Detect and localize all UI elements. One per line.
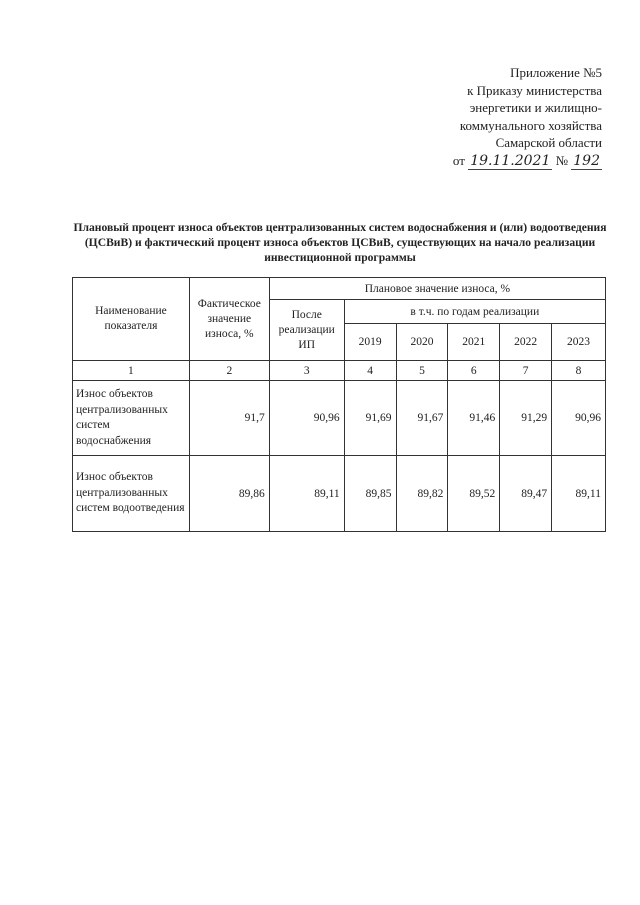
year-value: 91,69 bbox=[344, 381, 396, 456]
year-value: 90,96 bbox=[552, 381, 606, 456]
index-row bbox=[73, 361, 606, 381]
index-cell: 7 bbox=[500, 361, 552, 381]
handwritten-date: 19.11.2021 bbox=[470, 152, 551, 169]
index-cell: 3 bbox=[269, 361, 344, 381]
year-value: 89,11 bbox=[552, 456, 606, 532]
appendix-line: коммунального хозяйства bbox=[459, 117, 602, 133]
document-title: Плановый процент износа объектов централизованных систем водоснабжения и (или) водоотведения (ЦСВиВ) и фактический процент износа объектов ЦСВиВ, существующих на начало реализации инвестиционной программы bbox=[73, 221, 607, 264]
after-value: 90,96 bbox=[269, 381, 344, 456]
table-row bbox=[73, 456, 606, 532]
index-cell: 4 bbox=[344, 361, 396, 381]
year-value: 89,85 bbox=[344, 456, 396, 532]
table-row bbox=[73, 381, 606, 456]
header-after: После реализации ИП bbox=[269, 300, 344, 361]
header-year: 2020 bbox=[396, 324, 448, 361]
index-cell: 6 bbox=[448, 361, 500, 381]
header-year: 2021 bbox=[448, 324, 500, 361]
index-cell: 2 bbox=[189, 361, 269, 381]
appendix-block bbox=[402, 64, 602, 170]
year-value: 91,67 bbox=[396, 381, 448, 456]
header-by-years: в т.ч. по годам реализации bbox=[344, 300, 605, 324]
row-label: Износ объектов централизованных систем водоснабжения bbox=[73, 381, 190, 456]
year-value: 89,52 bbox=[448, 456, 500, 532]
header-year: 2023 bbox=[552, 324, 606, 361]
handwritten-number: 192 bbox=[573, 152, 600, 169]
year-value: 91,29 bbox=[500, 381, 552, 456]
number-prefix: № bbox=[555, 152, 569, 168]
header-name: Наименование показателя bbox=[73, 278, 190, 361]
index-cell: 1 bbox=[73, 361, 190, 381]
order-date-line bbox=[402, 152, 602, 170]
row-label: Износ объектов централизованных систем водоотведения bbox=[73, 456, 190, 532]
date-prefix: от bbox=[452, 152, 465, 168]
header-year: 2019 bbox=[344, 324, 396, 361]
year-value: 89,47 bbox=[500, 456, 552, 532]
wear-table bbox=[72, 277, 606, 532]
header-actual: Фактическое значение износа, % bbox=[189, 278, 269, 361]
actual-value: 89,86 bbox=[189, 456, 269, 532]
appendix-line: Самарской области bbox=[495, 135, 602, 150]
header-year: 2022 bbox=[500, 324, 552, 361]
appendix-line: Приложение №5 bbox=[510, 65, 602, 80]
year-value: 89,82 bbox=[396, 456, 448, 532]
year-value: 91,46 bbox=[448, 381, 500, 456]
after-value: 89,11 bbox=[269, 456, 344, 532]
appendix-line: к Приказу министерства bbox=[467, 82, 602, 98]
appendix-line: энергетики и жилищно- bbox=[469, 100, 602, 115]
actual-value: 91,7 bbox=[189, 381, 269, 456]
header-planned: Плановое значение износа, % bbox=[269, 278, 605, 300]
index-cell: 8 bbox=[552, 361, 606, 381]
index-cell: 5 bbox=[396, 361, 448, 381]
